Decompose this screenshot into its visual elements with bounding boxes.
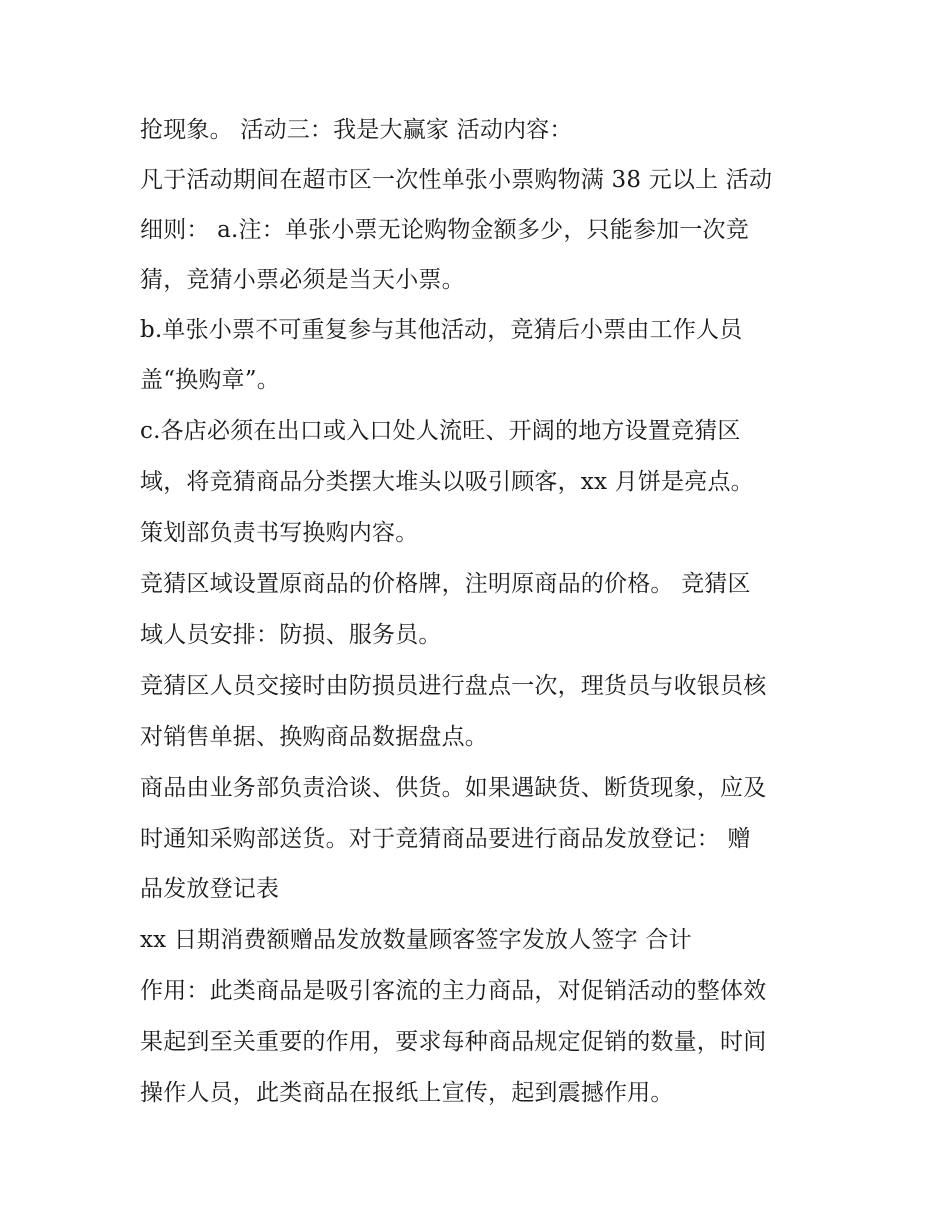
text-line: 细则： a.注：单张小票无论购物金额多少，只能参加一次竞 [140, 217, 749, 243]
text-line: b.单张小票不可重复参与其他活动，竞猜后小票由工作人员 [140, 317, 743, 343]
text-line: xx 日期消费额赠品发放数量顾客签字发放人签字 合计 [140, 927, 692, 953]
text-line: 凡于活动期间在超市区一次性单张小票购物满 38 元以上 活动 [140, 167, 773, 193]
text-line: 域，将竞猜商品分类摆大堆头以吸引顾客，xx 月饼是亮点。 [140, 469, 754, 495]
text-line: 竞猜区人员交接时由防损员进行盘点一次，理货员与收银员核 [140, 673, 767, 699]
text-line: c.各店必须在出口或入口处人流旺、开阔的地方设置竞猜区 [140, 418, 741, 444]
text-line: 猜，竞猜小票必须是当天小票。 [140, 267, 465, 293]
text-line: 时通知采购部送货。对于竞猜商品要进行商品发放登记： 赠 [140, 826, 751, 852]
text-line: 对销售单据、换购商品数据盘点。 [140, 724, 488, 750]
text-line: 竞猜区域设置原商品的价格牌，注明原商品的价格。 竞猜区 [140, 571, 751, 597]
text-line: 作用：此类商品是吸引客流的主力商品，对促销活动的整体效 [140, 978, 767, 1004]
text-line: 域人员安排：防损、服务员。 [140, 622, 442, 648]
text-line: 策划部负责书写换购内容。 [140, 520, 419, 546]
text-line: 盖“换购章”。 [140, 367, 280, 393]
text-line: 品发放登记表 [140, 876, 280, 902]
text-line: 操作人员，此类商品在报纸上宣传，起到震撼作用。 [140, 1080, 674, 1106]
text-line: 抢现象。 活动三：我是大赢家 活动内容： [140, 117, 573, 143]
text-line: 商品由业务部负责洽谈、供货。如果遇缺货、断货现象，应及 [140, 775, 767, 801]
text-line: 果起到至关重要的作用，要求每种商品规定促销的数量，时间 [140, 1029, 767, 1055]
